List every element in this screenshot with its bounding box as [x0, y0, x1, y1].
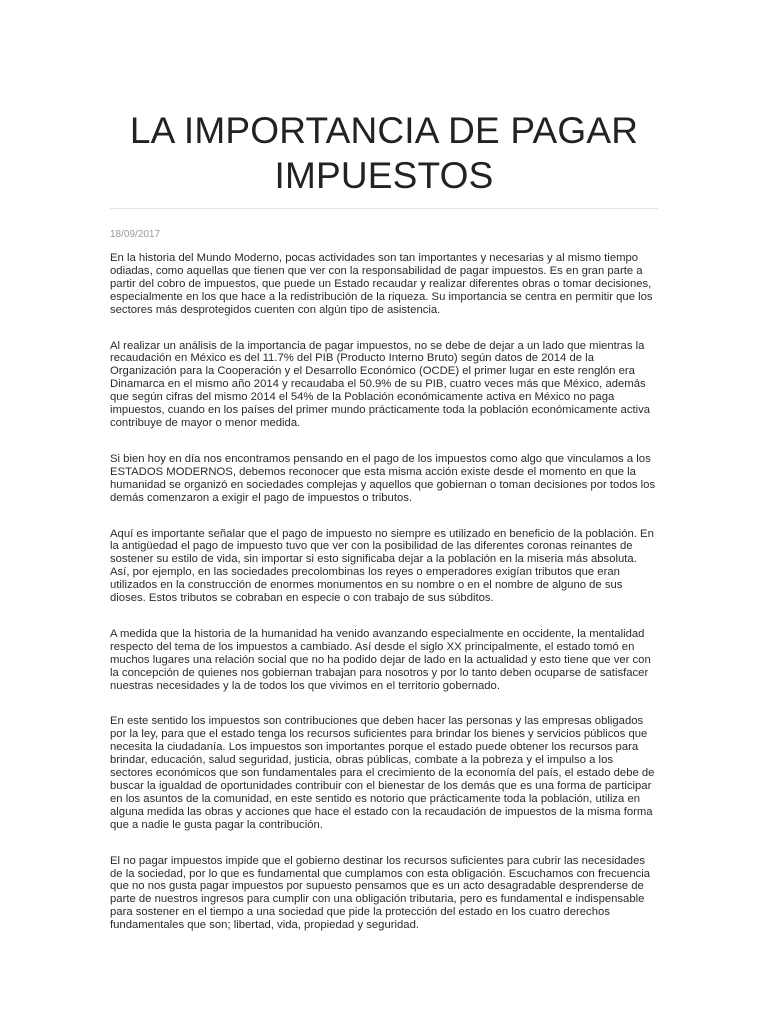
publish-date: 18/09/2017	[110, 229, 161, 240]
paragraph: A medida que la historia de la humanidad ha venido avanzando especialmente en occidente, la mentalidad respecto del tema de los impuestos a cambiado. Así desde el siglo XX principalmente, el estado tomó en muchos lugares una relación social que no ha podido dejar de lado en la actualidad y esto tiene que ver con la concepción de quienes nos gobiernan trabajan para nosotros y por lo tanto deben ocuparse de satisfacer nuestras necesidades y la de todos los que vivimos en el territorio gobernado.	[110, 627, 651, 692]
paragraph: El no pagar impuestos impide que el gobierno destinar los recursos suficientes para cubrir las necesidades de la sociedad, por lo que es fundamental que cumplamos con esta obligación. Escuchamos con frecuencia que no nos gusta pagar impuestos por supuesto pensamos que es un acto desagradable desprenderse de parte de nuestros ingresos para cumplir con una obligación tributaria, pero es fundamental e indispensable para sostener en el tiempo a una sociedad que pide la protección del estado en los cuatro derechos fundamentales que son; libertad, vida, propiedad y seguridad.	[110, 854, 651, 932]
paragraph: En este sentido los impuestos son contribuciones que deben hacer las personas y las empresas obligados por la ley, para que el estado tenga los recursos suficientes para brindar los bienes y servicios públicos que necesita la ciudadanía. Los impuestos son importantes porque el estado puede obtener los recursos para brindar, educación, salud seguridad, justicia, obras públicas, combate a la pobreza y el impulso a los sectores económicos que son fundamentales para el crecimiento de la economía del país, el estado debe de buscar la igualdad de oportunidades contribuir con el bienestar de los demás que es una forma de participar en los asuntos de la comunidad, en este sentido es notorio que prácticamente toda la población, utiliza en alguna medida las obras y acciones que hace el estado con la recaudación de impuestos de la misma forma que a nadie le gusta pagar la contribución.	[110, 715, 655, 831]
page-title: LA IMPORTANCIA DE PAGAR IMPUESTOS	[129, 110, 639, 196]
document-page	[110, 0, 658, 932]
paragraph: Al realizar un análisis de la importancia de pagar impuestos, no se debe de dejar a un lado que mientras la recaudación en México es del 11.7% del PIB (Producto Interno Bruto) según datos de 2014 de la Organización para la Cooperación y el Desarrollo Económico (OCDE) el primer lugar en este renglón era Dinamarca en el mismo año 2014 y recaudaba el 50.9% de su PIB, cuatro veces más que México, además que según cifras del mismo 2014 el 54% de la Población económicamente activa en México no paga impuestos, cuando en los países del primer mundo prácticamente toda la población económicamente activa contribuye de mayor o menor medida.	[110, 339, 651, 429]
paragraph: En la historia del Mundo Moderno, pocas actividades son tan importantes y necesarias y al mismo tiempo odiadas, como aquellas que tienen que ver con la responsabilidad de pagar impuestos. Es en gran parte a partir del cobro de impuestos, que puede un Estado recaudar y realizar diferentes obras o tomar decisiones, especialmente en los que hace a la redistribución de la riqueza. Su importancia se centra en permitir que los sectores más desprotegidos cuenten con algún tipo de asistencia.	[110, 252, 653, 316]
paragraph: Si bien hoy en día nos encontramos pensando en el pago de los impuestos como algo que vinculamos a los ESTADOS MODERNOS, debemos reconocer que esta misma acción existe desde el momento en que la humanidad se organizó en sociedades complejas y aquellos que gobiernan o toman decisiones por todos los demás comenzaron a exigir el pago de impuestos o tributos.	[110, 452, 656, 504]
article-body	[110, 252, 658, 932]
title-divider	[110, 208, 658, 209]
paragraph: Aquí es importante señalar que el pago de impuesto no siempre es utilizado en beneficio de la población. En la antigüedad el pago de impuesto tuvo que ver con la posibilidad de las diferentes coronas reinantes de sostener su estilo de vida, sin importar si esto significaba dejar a la población en la miseria más absoluta. Así, por ejemplo, en las sociedades precolombinas los reyes o emperadores exigían tributos que eran utilizados en la construcción de enormes monumentos en su nombre o en el nombre de alguno de sus dioses. Estos tributos se cobraban en especie o con trabajo de sus súbditos.	[110, 527, 654, 605]
